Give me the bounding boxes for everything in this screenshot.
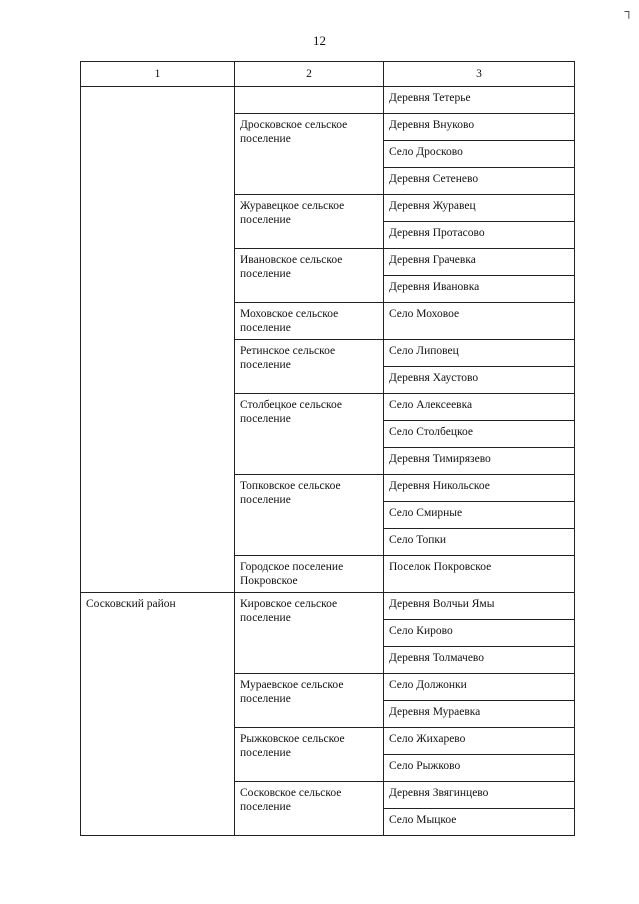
locality-cell: Деревня Сетенево <box>384 168 575 195</box>
settlement-cell <box>235 87 384 114</box>
locality-cell: Село Алексеевка <box>384 394 575 421</box>
locality-cell: Село Моховое <box>384 303 575 340</box>
locality-cell: Деревня Ивановка <box>384 276 575 303</box>
table-row <box>81 87 575 114</box>
corner-mark: ┐ <box>624 4 633 18</box>
locality-cell: Деревня Тимирязево <box>384 448 575 475</box>
table-body <box>81 87 575 836</box>
locality-cell: Деревня Протасово <box>384 222 575 249</box>
column-header: 2 <box>235 62 384 87</box>
settlement-cell: Городское поселение Покровское <box>235 556 384 593</box>
district-cell <box>81 87 235 593</box>
locality-cell: Деревня Журавец <box>384 195 575 222</box>
locality-cell: Село Мыцкое <box>384 809 575 836</box>
locality-cell: Село Дросково <box>384 141 575 168</box>
locality-cell: Деревня Тетерье <box>384 87 575 114</box>
settlement-cell: Журавецкое сельское поселение <box>235 195 384 249</box>
column-header: 1 <box>81 62 235 87</box>
settlement-cell: Кировское сельское поселение <box>235 593 384 674</box>
settlement-cell: Ивановское сельское поселение <box>235 249 384 303</box>
table-row <box>81 593 575 620</box>
locality-cell: Поселок Покровское <box>384 556 575 593</box>
locality-cell: Село Рыжково <box>384 755 575 782</box>
settlement-cell: Топковское сельское поселение <box>235 475 384 556</box>
locality-cell: Село Жихарево <box>384 728 575 755</box>
column-header: 3 <box>384 62 575 87</box>
locality-cell: Село Липовец <box>384 340 575 367</box>
settlement-cell: Дросковское сельское поселение <box>235 114 384 195</box>
settlement-cell: Моховское сельское поселение <box>235 303 384 340</box>
settlements-table <box>80 61 575 836</box>
table-header-row <box>81 62 575 87</box>
settlement-cell: Сосковское сельское поселение <box>235 782 384 836</box>
locality-cell: Деревня Мураевка <box>384 701 575 728</box>
locality-cell: Деревня Волчьи Ямы <box>384 593 575 620</box>
locality-cell: Село Должонки <box>384 674 575 701</box>
locality-cell: Село Смирные <box>384 502 575 529</box>
settlement-cell: Столбецкое сельское поселение <box>235 394 384 475</box>
district-cell: Сосковский район <box>81 593 235 836</box>
locality-cell: Деревня Звягинцево <box>384 782 575 809</box>
settlement-cell: Рыжковское сельское поселение <box>235 728 384 782</box>
locality-cell: Село Кирово <box>384 620 575 647</box>
locality-cell: Деревня Толмачево <box>384 647 575 674</box>
page-number: 12 <box>313 33 326 48</box>
locality-cell: Деревня Внуково <box>384 114 575 141</box>
locality-cell: Село Столбецкое <box>384 421 575 448</box>
locality-cell: Село Топки <box>384 529 575 556</box>
locality-cell: Деревня Никольское <box>384 475 575 502</box>
locality-cell: Деревня Хаустово <box>384 367 575 394</box>
locality-cell: Деревня Грачевка <box>384 249 575 276</box>
settlement-cell: Мураевское сельское поселение <box>235 674 384 728</box>
settlement-cell: Ретинское сельское поселение <box>235 340 384 394</box>
